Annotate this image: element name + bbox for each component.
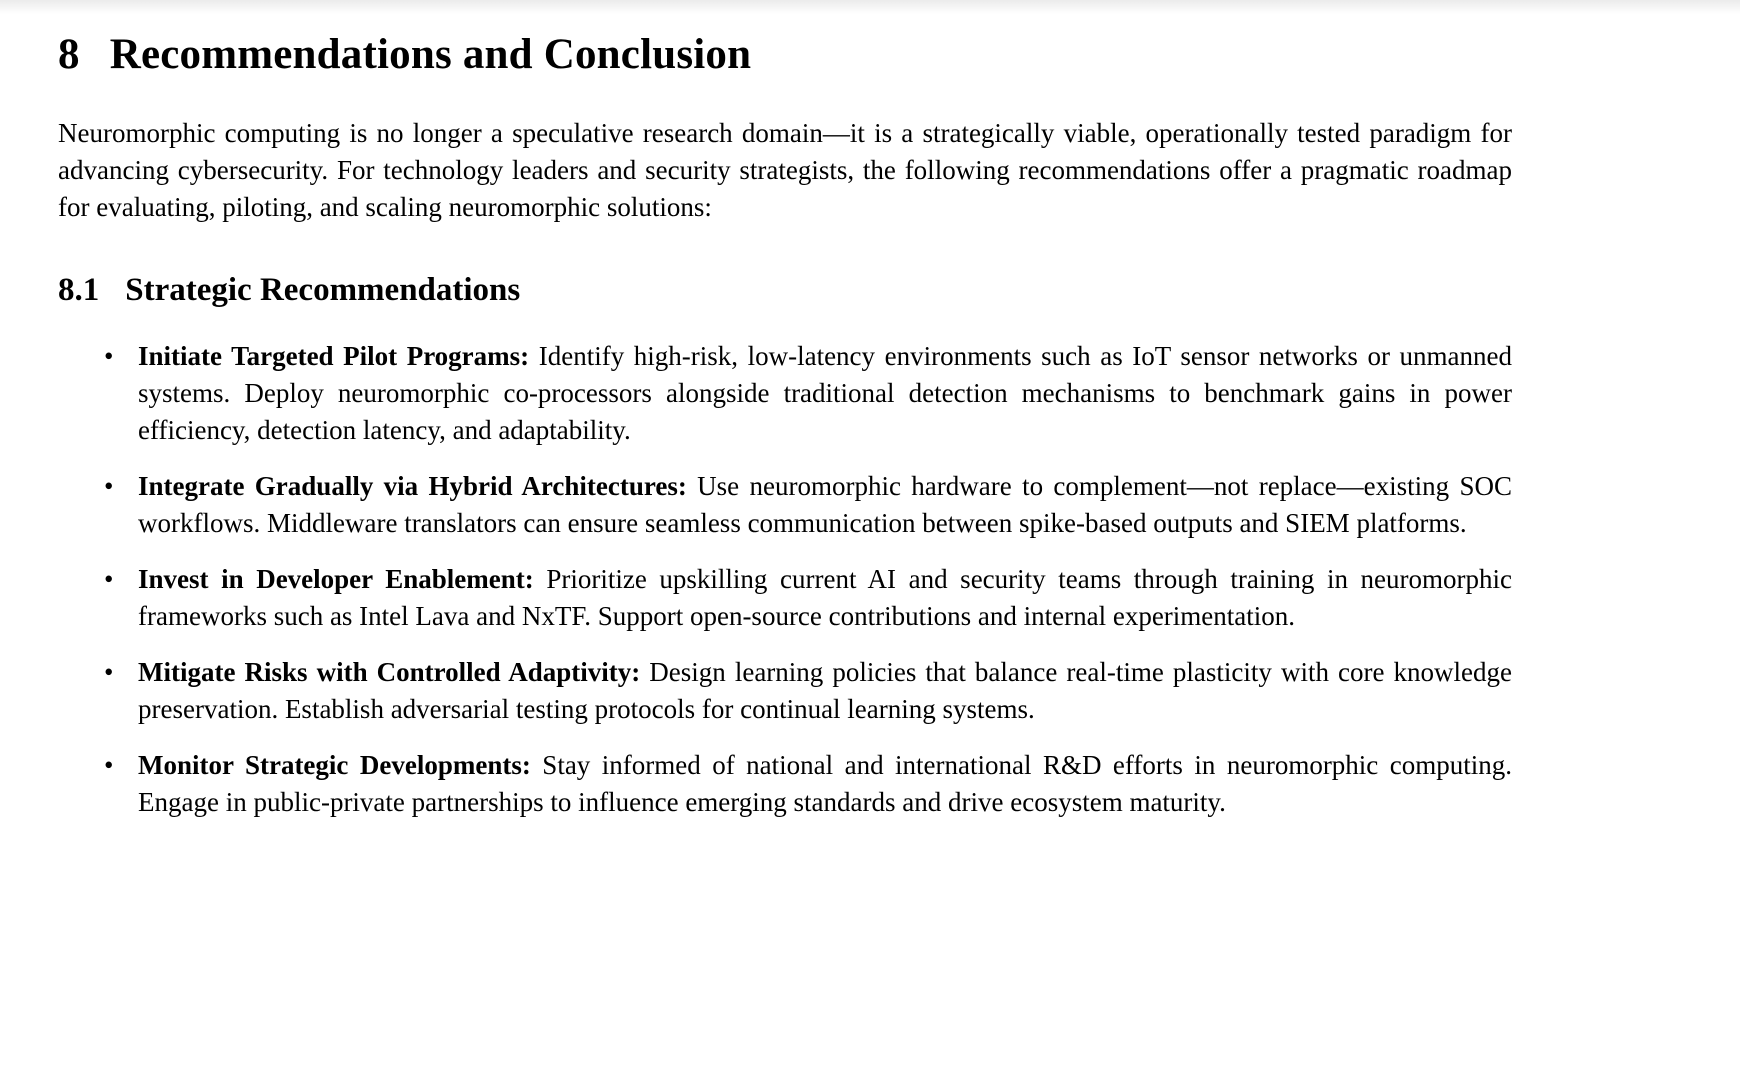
- list-item: [58, 654, 1512, 728]
- page-top-shadow: [0, 0, 1740, 14]
- recommendations-list: [58, 338, 1512, 821]
- bullet-icon: •: [104, 564, 114, 595]
- bullet-text: Design learning policies that balance real-time plasticity with core knowledge preservation. Establish adversarial testing protocols for continual learning systems.: [138, 657, 1512, 725]
- bullet-icon: •: [104, 471, 114, 502]
- list-item: [58, 338, 1512, 449]
- subsection-title: Strategic Recommendations: [125, 272, 521, 309]
- bullet-label: Mitigate Risks with Controlled Adaptivity:: [138, 657, 641, 688]
- bullet-label: Invest in Developer Enablement:: [138, 564, 534, 595]
- bullet-text: Identify high-risk, low-latency environments such as IoT sensor networks or unmanned systems. Deploy neuromorphic co-processors alongside traditional detection mechanisms to benchmark gains in power efficiency, detection latency, and adaptability.: [138, 341, 1512, 446]
- bullet-icon: •: [104, 750, 114, 781]
- bullet-icon: •: [104, 657, 114, 688]
- bullet-label: Initiate Targeted Pilot Programs:: [138, 341, 530, 372]
- list-item: [58, 468, 1512, 542]
- section-number: 8: [58, 31, 80, 78]
- subsection-number: 8.1: [58, 272, 100, 309]
- bullet-text: Stay informed of national and international R&D efforts in neuromorphic computing. Engage in public-private partnerships to influence emerging standards and drive ecosystem maturity.: [138, 750, 1512, 818]
- bullet-icon: •: [104, 341, 114, 372]
- list-item: [58, 747, 1512, 821]
- bullet-label: Integrate Gradually via Hybrid Architectures:: [138, 471, 687, 502]
- bullet-label: Monitor Strategic Developments:: [138, 750, 531, 781]
- list-item: [58, 561, 1512, 635]
- section-heading: [58, 30, 1512, 79]
- bullet-text: Use neuromorphic hardware to complement—not replace—existing SOC workflows. Middleware translators can ensure seamless communication between spike-based outputs and SIEM platforms.: [138, 471, 1512, 539]
- intro-paragraph: Neuromorphic computing is no longer a speculative research domain—it is a strategically viable, operationally tested paradigm for advancing cybersecurity. For technology leaders and security strategists, the following recommendations offer a pragmatic roadmap for evaluating, piloting, and scaling neuromorphic solutions:: [58, 118, 1512, 223]
- bullet-text: Prioritize upskilling current AI and security teams through training in neuromorphic frameworks such as Intel Lava and NxTF. Support open-source contributions and internal experimentation.: [138, 564, 1512, 632]
- section-title: Recommendations and Conclusion: [109, 31, 752, 78]
- subsection-heading: [58, 272, 1512, 310]
